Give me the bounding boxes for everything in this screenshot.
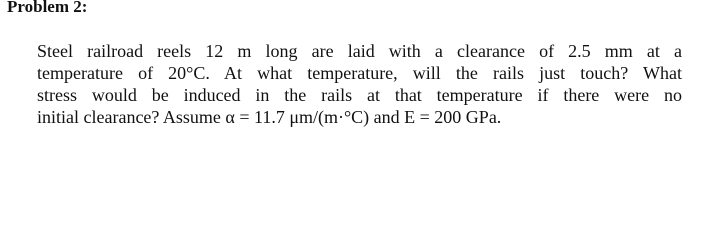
problem-statement bbox=[37, 40, 682, 128]
problem-text-line-1: Steel railroad reels 12 m long are laid with a clearance of 2.5 mm at a bbox=[37, 41, 682, 61]
problem-text-line-4: initial clearance? Assume α = 11.7 μm/(m·°C) and E = 200 GPa. bbox=[37, 107, 502, 127]
problem-text-line-2: temperature of 20°C. At what temperature, will the rails just touch? What bbox=[37, 63, 682, 83]
problem-heading: Problem 2: bbox=[7, 0, 88, 16]
problem-text-line-3: stress would be induced in the rails at that temperature if there were no bbox=[37, 85, 682, 105]
